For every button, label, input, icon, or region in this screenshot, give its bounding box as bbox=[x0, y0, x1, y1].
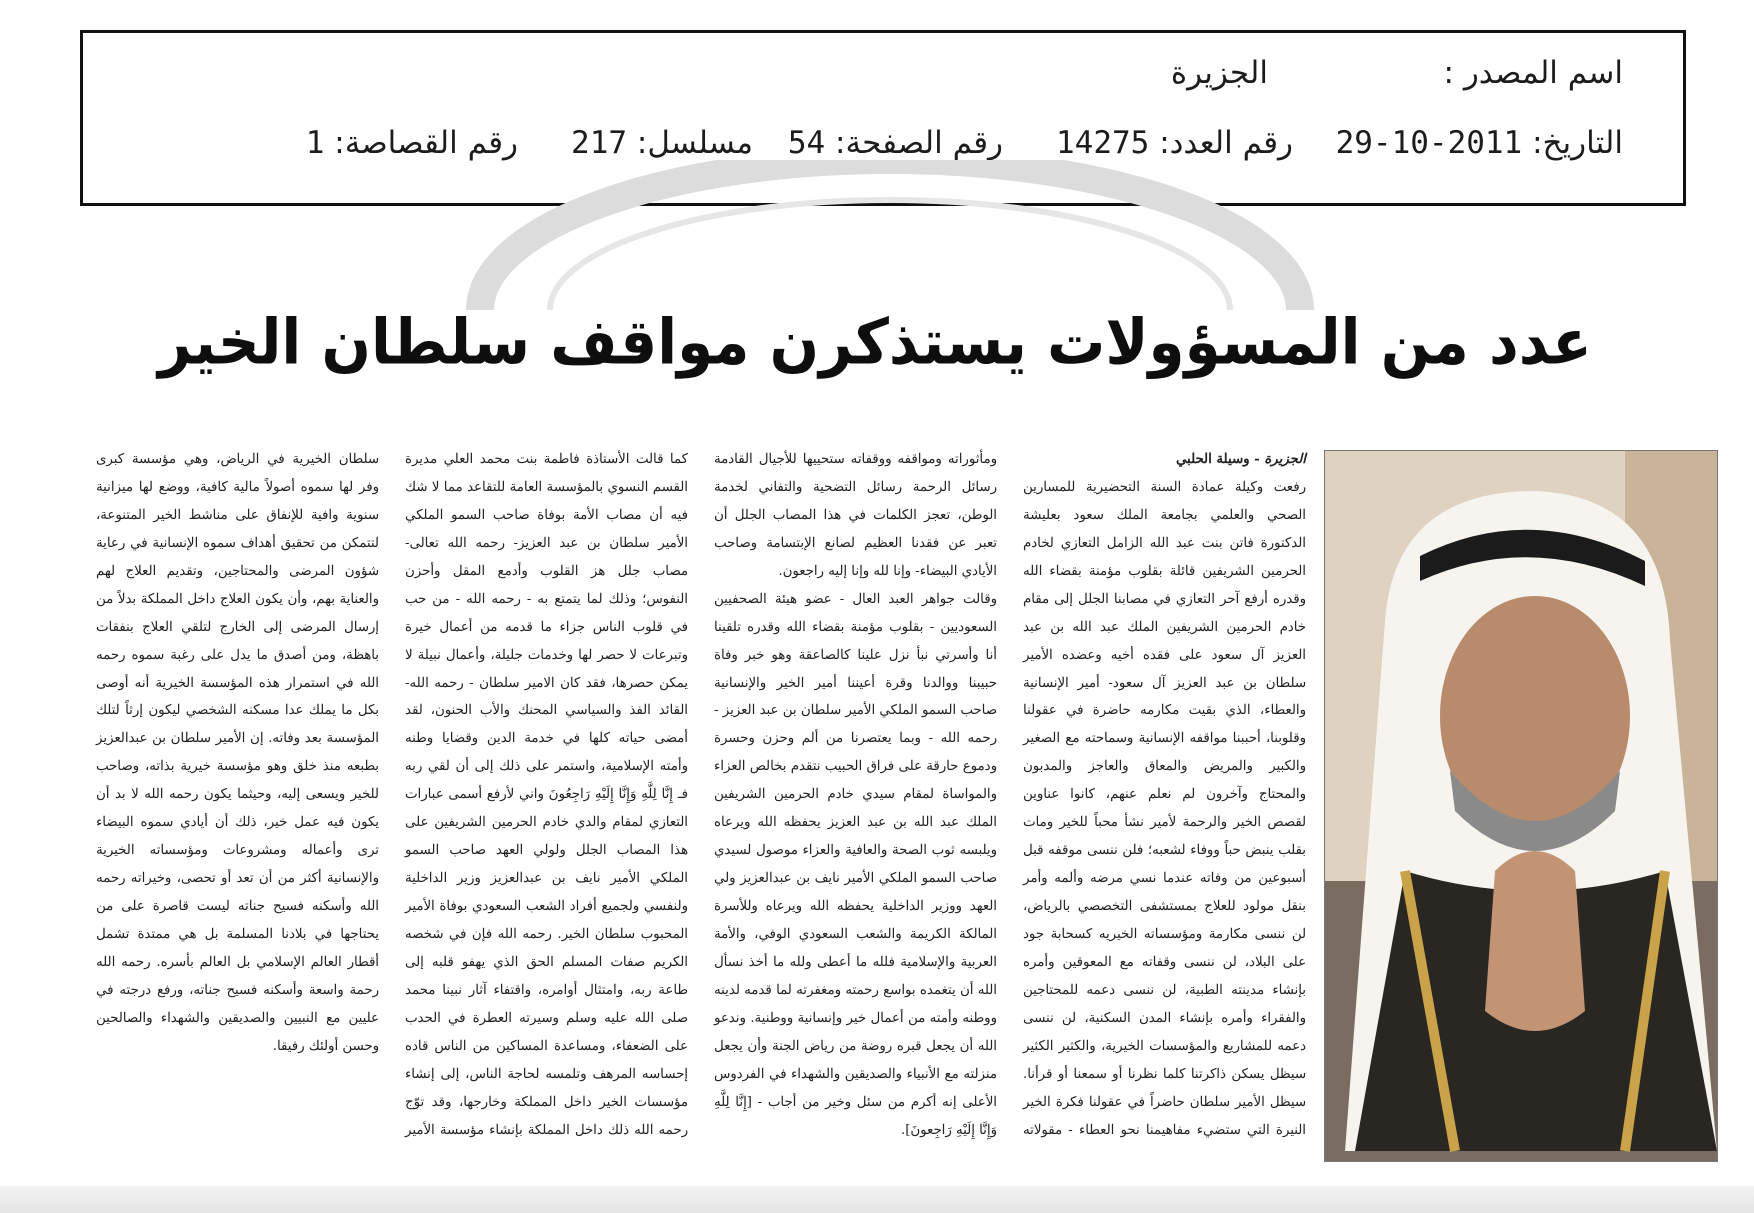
page-label: رقم الصفحة: bbox=[835, 125, 1003, 161]
article-headline: عدد من المسؤولات يستذكرن مواقف سلطان الخير bbox=[158, 305, 1592, 379]
clip-label: رقم القصاصة: bbox=[334, 125, 518, 161]
article-paragraph: كما قالت الأستاذة فاطمة بنت محمد العلي مديرة القسم النسوي بالمؤسسة العامة للتقاعد مما لا شك فيه أن مصاب الأمة بوفاة صاحب السمو الملكي الأمير سلطان بن عبد العزيز- رحمه الله تعالى- مصاب جلل هز القلوب وأدمع المقل وأحزن النفوس؛ وذلك لما يتمتع به - رحمه الله - من حب في قلوب الناس جزاء ما قدمه من أعمال خيرة وتبرعات لا حصر لها وخدمات جليلة، وأعمال نبيلة لا يمكن حصرها، فقد كان الامير سلطان - رحمه الله- القائد الفذ والسياسي المحنك والأب الحنون، لقد أمضى حياته كلها في خدمة الدين وقضايا وطنه وأمته الإسلامية، واستمر على ذلك إلى أن لقي ربه فـ إِنَّا لِلَّهِ وَإِنَّا إِلَيْهِ رَاجِعُونَ واني لأرفع أسمى عبارات التعازي لمقام والدي خادم الحرمين الشريفين على هذا المصاب الجلل ولولي العهد صاحب السمو الملكي الأمير نايف بن عبدالعزيز وزير الداخلية ولنفسي ولجميع أفراد الشعب السعودي بوفاة الأمير المحبوب سلطان الخير. رحمه الله فإن في شخصه الكريم صفات المسلم الحق الذي يهفو قلبه إلى طاعة ربه، وامتثال أوامره، واقتفاء آثار نبينا محمد صلى الله عليه وسلم وسيرته العطرة في الحدب على الضعفاء، ومساعدة المساكين من الناس قاده إحساسه المرهف وتلمسه لحاجة الناس، إلى إنشاء مؤسسات الخير داخل المملكة وخارجها، وقد توّج رحمه الله ذلك داخل المملكة بإنشاء مؤسسة الأمير سلطان الخيرية في الرياض، وهي مؤسسة كبرى وفر لها سموه أصولاً مالية كافية، ووضع لها ميزانية سنوية وافية للإنفاق على مناشط الخير المتنوعة، لتتمكن من تحقيق أهداف سموه الإنسانية في رعاية شؤون المرضى والمحتاجين، وتقديم العلاج لهم والعناية بهم، وأن يكون العلاج داخل المملكة بدلاً من إرسال المرضى إلى الخارج لتلقي العلاج بنفقات باهظة، ومن أصدق ما يدل على رغبة سموه رحمه الله في استمرار هذه المؤسسة الخيرية أنه أوصى بكل ما يملك عدا مسكنه الشخصي ليكون إرثاً لتلك المؤسسة بعد وفاته. إن الأمير سلطان بن عبدالعزيز بطبعه منذ خلق وهو مؤسسة خيرية بذاته، وصاحب للخير ويسعى إليه، وحيثما يكون رحمه الله لا بد أن يكون فيه عمل خير، ذلك أن أيادي سموه البيضاء ترى وأعماله ومشروعات ومؤسساته الخيرية والإنسانية أكثر من أن تعد أو تحصى، وخيراته رحمه الله وأسكنه فسيح جناته ليست قاصرة على من يحتاجها في بلادنا المسلمة بل هي ممتدة تشمل أقطار العالم الإسلامي بل العالم بأسره. رحمه الله رحمة واسعة وأسكنه فسيح جناته، ورفع درجته في عليين مع النبيين والصديقين والشهداء والصالحين وحسن أولئك رفيقا. bbox=[96, 452, 688, 1138]
page-field bbox=[788, 125, 1003, 161]
article-paragraph: وقالت جواهر العبد العال - عضو هيئة الصحفيين السعوديين - بقلوب مؤمنة بقضاء الله وقدره تلقينا أنا وأسرتي نبأ نزل علينا كالصاعقة وهو خبر وفاة حبيبنا ووالدنا وقرة أعيننا أمير الخير والإنسانية صاحب السمو الملكي الأمير سلطان بن عبد العزيز - رحمه الله - وبما يعتصرنا من ألم وحزن وحسرة ودموع حارقة على فراق الحبيب نتقدم بخالص العزاء والمواساة لمقام سيدي خادم الحرمين الشريفين الملك عبد الله بن عبد العزيز يحفظه الله ويرعاه ويلبسه ثوب الصحة والعافية والعزاء موصول لسيدي صاحب السمو الملكي الأمير نايف بن عبدالعزيز ولي العهد ووزير الداخلية يحفظه الله ويرعاه وللأسرة المالكة الكريمة والشعب السعودي الوفي، والأمة العربية والإسلامية فلله ما أعطى ولله ما أخذ نسأل الله أن يتغمده بواسع رحمته ومغفرته لما قدمه لدينه ووطنه وأمته من أعمال خير وإنسانية ووطنية. وندعو الله أن يجعل قبره روضة من رياض الجنة وأن يجعل منزلته مع الأنبياء والصديقين والشهداء في الفردوس الأعلى إنه أكرم من سئل وخير من أجاب - [إِنَّا لِلَّهِ وَإِنَّا إِلَيْهِ رَاجِعونَ]. bbox=[714, 591, 997, 1138]
article-paragraph: رفعت وكيلة عمادة السنة التحضيرية للمسارين الصحي والعلمي بجامعة الملك سعود بعليشة الدكتورة فاتن بنت عبد الله الزامل التعازي لخادم الحرمين الشريفين قائلة بقلوب مؤمنة بقضاء الله وقدره أرفع آحر التعازي في مصابنا الجلل إلى مقام خادم الحرمين الشريفين الملك عبد الله بن عبد العزيز آل سعود على فقده أخيه وعضده الأمير سلطان بن عبد العزيز آل سعود- أمير الإنسانية والعطاء، الذي بقيت مكارمه حاضرة في عقولنا وقلوبنا، أحببنا مواقفه الإنسانية وسماحته مع الصغير والكبير والمريض والمعاق والعاجز والمدبون والمحتاج وآخرون لم نعلم عنهم، كانوا عناوين لقصص الخير والرحمة لأمير نشأ محباً للخير ومات بقلب ينبض حباً ووفاء لشعبه؛ فلن ننسى موقفه قبل أسبوعين من وفاته عندما نسي مرضه وألمه وأمر بنقل مولود للعلاج بمستشفى التخصصي بالرياض، لن ننسى مكارمة ومؤسساته الخيريه كسحابة جود على البلاد، لن ننسى وقفاته مع المعوقين وأمره بإنشاء مدينته الطبية، لن ننسى دعمه للمحتاجين والفقراء وأمره بإنشاء المدن السكنية، لن ننسى دعمه للمشاريع والمؤسسات الخيرية، والكثير الكثير سيظل يسكن ذاكرتنا كلما نظرنا أو سمعنا أو قرأنا. سيظل الأمير سلطان حاضراً في عقولنا فكرة الخير النيرة التي ستضيء مفاهيمنا نحو العطاء - مقولاته ومأثوراته ومواقفه ووقفاته ستحييها للأجيال القادمة رسائل الرحمة رسائل التضحية والتفاني لخدمة الوطن، تعجز الكلمات في هذا المصاب الجلل أن تعبر عن فقدنا العظيم لصانع الإبتسامة وصاحب الأيادي البيضاء- وإنا لله وإنا إليه راجعون. bbox=[714, 452, 1306, 1138]
footer-band bbox=[0, 1186, 1754, 1213]
issue-label: رقم العدد: bbox=[1159, 125, 1293, 161]
byline bbox=[1023, 446, 1306, 474]
byline-author: - وسيلة الحلبي bbox=[1175, 452, 1260, 467]
serial-label: مسلسل: bbox=[636, 125, 753, 161]
clip-field bbox=[306, 125, 518, 161]
source-value: الجزيرة bbox=[1170, 55, 1268, 91]
clip-value: 1 bbox=[305, 125, 325, 161]
issue-value: 14275 bbox=[1056, 125, 1150, 161]
issue-field bbox=[1056, 125, 1293, 161]
page-value: 54 bbox=[787, 125, 826, 161]
article-body bbox=[96, 446, 1306, 1166]
serial-value: 217 bbox=[571, 125, 628, 161]
date-value: 2011-10-29 bbox=[1335, 125, 1523, 161]
source-label: اسم المصدر : bbox=[1443, 55, 1623, 91]
article-photo bbox=[1324, 450, 1718, 1162]
metadata-box bbox=[80, 30, 1686, 206]
date-field bbox=[1336, 125, 1623, 161]
byline-source: الجزيرة bbox=[1264, 452, 1306, 467]
photo-portrait bbox=[1325, 451, 1717, 1161]
serial-field bbox=[571, 125, 753, 161]
date-label: التاريخ: bbox=[1532, 125, 1623, 161]
